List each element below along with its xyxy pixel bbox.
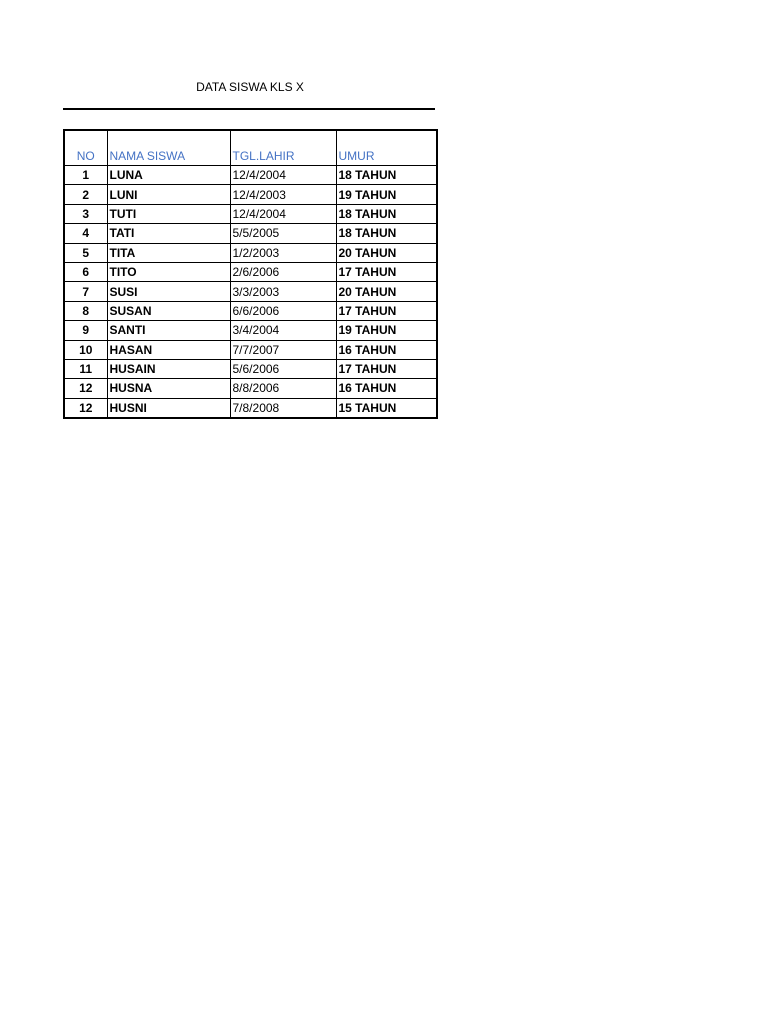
cell-birth-date: 7/7/2007 [230, 340, 336, 359]
cell-no: 1 [64, 166, 107, 185]
cell-name: LUNI [107, 185, 230, 204]
cell-name: TITO [107, 262, 230, 281]
cell-name: TITA [107, 243, 230, 262]
cell-birth-date: 1/2/2003 [230, 243, 336, 262]
table-row [64, 262, 437, 281]
cell-birth-date: 7/8/2008 [230, 398, 336, 418]
cell-age: 17 TAHUN [336, 359, 437, 378]
title-underline [63, 108, 435, 110]
header-birth-date: TGL.LAHIR [230, 130, 336, 166]
cell-age: 19 TAHUN [336, 321, 437, 340]
cell-birth-date: 8/8/2006 [230, 379, 336, 398]
table-body [64, 166, 437, 419]
header-row [64, 130, 437, 166]
table-row [64, 282, 437, 301]
header-no: NO [64, 130, 107, 166]
cell-birth-date: 12/4/2004 [230, 166, 336, 185]
cell-age: 18 TAHUN [336, 204, 437, 223]
cell-age: 18 TAHUN [336, 224, 437, 243]
cell-no: 3 [64, 204, 107, 223]
cell-age: 20 TAHUN [336, 282, 437, 301]
student-table [63, 129, 438, 419]
cell-no: 6 [64, 262, 107, 281]
cell-no: 11 [64, 359, 107, 378]
cell-birth-date: 5/5/2005 [230, 224, 336, 243]
cell-age: 16 TAHUN [336, 379, 437, 398]
table-header [64, 130, 437, 166]
cell-birth-date: 3/3/2003 [230, 282, 336, 301]
cell-no: 7 [64, 282, 107, 301]
cell-no: 12 [64, 379, 107, 398]
table-row [64, 398, 437, 418]
cell-birth-date: 12/4/2004 [230, 204, 336, 223]
cell-age: 17 TAHUN [336, 301, 437, 320]
cell-birth-date: 3/4/2004 [230, 321, 336, 340]
cell-birth-date: 5/6/2006 [230, 359, 336, 378]
table-row [64, 359, 437, 378]
cell-name: HUSAIN [107, 359, 230, 378]
cell-age: 15 TAHUN [336, 398, 437, 418]
cell-no: 10 [64, 340, 107, 359]
cell-birth-date: 2/6/2006 [230, 262, 336, 281]
cell-name: LUNA [107, 166, 230, 185]
table-row [64, 243, 437, 262]
table-row [64, 204, 437, 223]
header-name: NAMA SISWA [107, 130, 230, 166]
cell-name: HUSNI [107, 398, 230, 418]
cell-no: 2 [64, 185, 107, 204]
table-row [64, 166, 437, 185]
cell-name: SANTI [107, 321, 230, 340]
cell-age: 16 TAHUN [336, 340, 437, 359]
cell-age: 19 TAHUN [336, 185, 437, 204]
table-row [64, 185, 437, 204]
cell-no: 12 [64, 398, 107, 418]
cell-age: 20 TAHUN [336, 243, 437, 262]
cell-birth-date: 6/6/2006 [230, 301, 336, 320]
cell-name: SUSAN [107, 301, 230, 320]
table-row [64, 321, 437, 340]
cell-no: 9 [64, 321, 107, 340]
table-row [64, 224, 437, 243]
cell-no: 5 [64, 243, 107, 262]
table-row [64, 379, 437, 398]
cell-age: 17 TAHUN [336, 262, 437, 281]
cell-age: 18 TAHUN [336, 166, 437, 185]
cell-name: TATI [107, 224, 230, 243]
cell-name: SUSI [107, 282, 230, 301]
sheet-title: DATA SISWA KLS X [196, 80, 304, 94]
cell-name: TUTI [107, 204, 230, 223]
cell-name: HASAN [107, 340, 230, 359]
table-row [64, 340, 437, 359]
cell-no: 4 [64, 224, 107, 243]
header-age: UMUR [336, 130, 437, 166]
table-row [64, 301, 437, 320]
cell-no: 8 [64, 301, 107, 320]
cell-name: HUSNA [107, 379, 230, 398]
cell-birth-date: 12/4/2003 [230, 185, 336, 204]
